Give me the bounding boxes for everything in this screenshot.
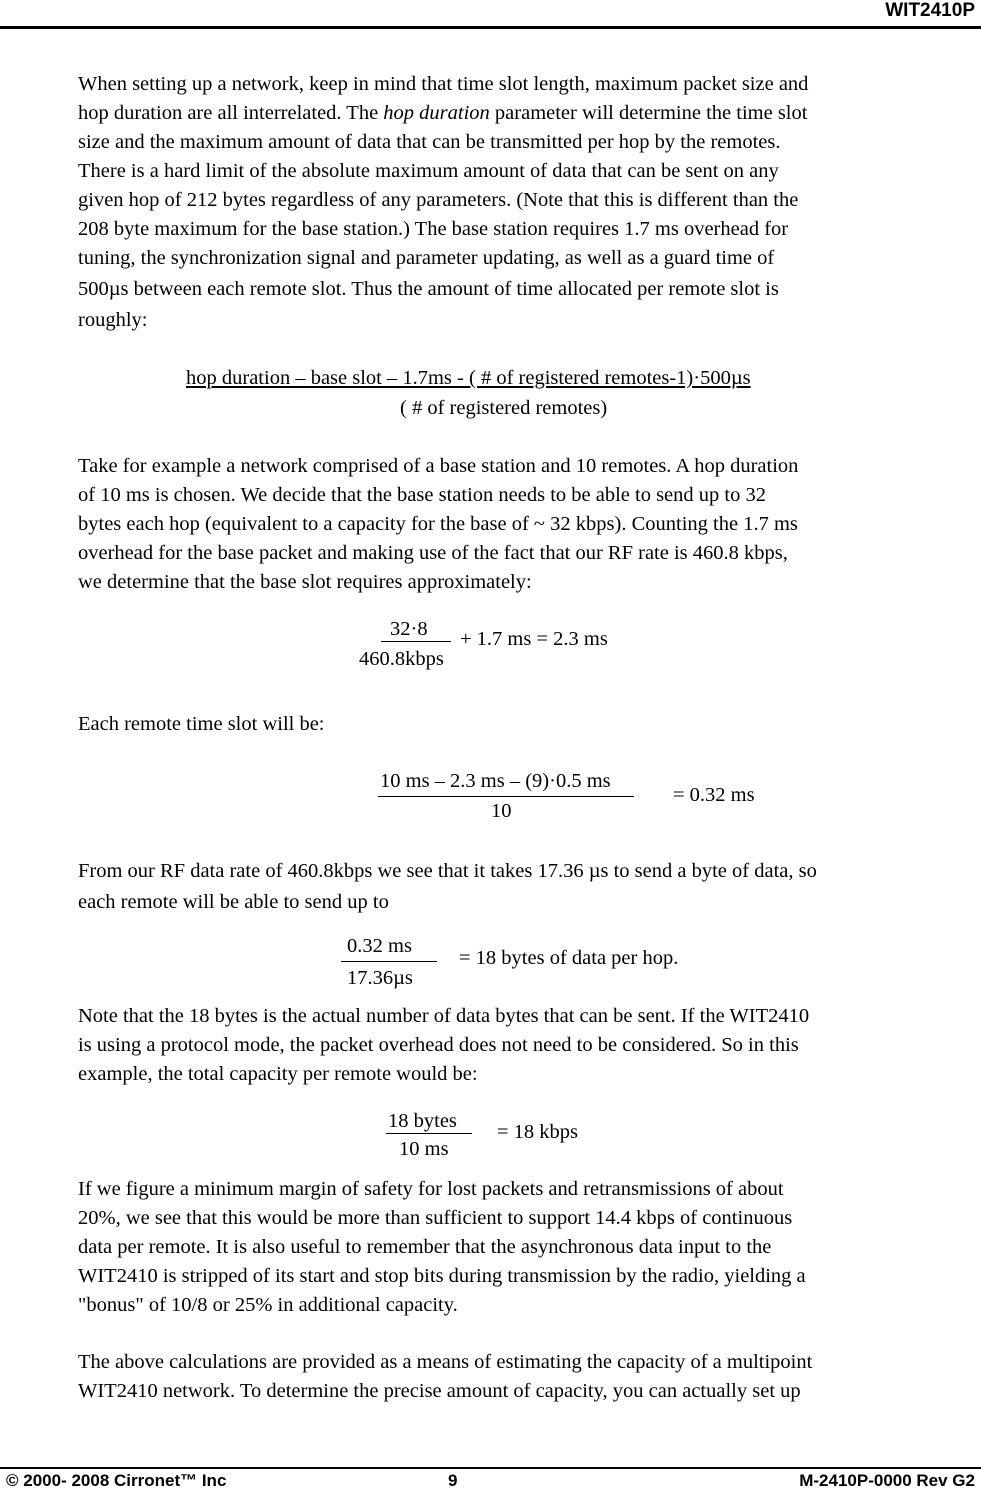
formula4-fraction-bar — [341, 961, 437, 962]
text-line: Take for example a network comprised of a base station and 10 remotes. A hop duration — [78, 455, 799, 477]
formula4-denominator: 17.36µs — [347, 967, 413, 989]
text-line: From our RF data rate of 460.8kbps we see that it takes 17.36 µs to send a byte of data, so — [78, 860, 817, 882]
footer-rule — [0, 1467, 981, 1469]
header-title: WIT2410P — [885, 0, 975, 21]
footer-copyright: © 2000- 2008 Cirronet™ Inc — [6, 1471, 227, 1490]
footer-doc-id: M-2410P-0000 Rev G2 — [799, 1471, 975, 1490]
paragraph-margin — [78, 1175, 978, 1320]
formula5-numerator: 18 bytes — [388, 1110, 457, 1132]
text-line: The above calculations are provided as a means of estimating the capacity of a multipoint — [78, 1351, 813, 1373]
formula5-result: = 18 kbps — [497, 1121, 579, 1143]
paragraph-note — [78, 1002, 978, 1089]
paragraph-intro — [78, 70, 978, 335]
text-line: we determine that the base slot requires approximately: — [78, 571, 532, 593]
header-rule — [0, 26, 981, 29]
text-line: Note that the 18 bytes is the actual number of data bytes that can be sent. If the WIT2410 — [78, 1005, 810, 1027]
text-line: There is a hard limit of the absolute maximum amount of data that can be sent on any — [78, 160, 779, 182]
formula3-denominator: 10 — [491, 800, 512, 822]
formula5-denominator: 10 ms — [399, 1138, 449, 1160]
text-line: data per remote. It is also useful to remember that the asynchronous data input to the — [78, 1236, 772, 1258]
text-line: If we figure a minimum margin of safety for lost packets and retransmissions of about — [78, 1178, 784, 1200]
text-line: each remote will be able to send up to — [78, 891, 389, 913]
text-line: tuning, the synchronization signal and parameter updating, as well as a guard time of — [78, 247, 775, 269]
text-line: When setting up a network, keep in mind that time slot length, maximum packet size and — [78, 73, 809, 95]
emphasis-hop-duration: hop duration — [383, 102, 490, 124]
text-line: WIT2410 network. To determine the precise amount of capacity, you can actually set up — [78, 1380, 801, 1402]
formula1-denominator: ( # of registered remotes) — [400, 397, 608, 419]
paragraph-remote-slot — [78, 710, 978, 739]
paragraph-summary — [78, 1348, 978, 1406]
text-line: 500µs between each remote slot. Thus the amount of time allocated per remote slot is — [78, 278, 779, 300]
formula2-denominator: 460.8kbps — [359, 648, 444, 670]
formula1-numerator: hop duration – base slot – 1.7ms - ( # of registered remotes-1)·500µs — [186, 367, 751, 389]
footer-page-number: 9 — [448, 1471, 458, 1490]
text-line: roughly: — [78, 309, 148, 331]
paragraph-data-rate — [78, 857, 978, 918]
text-line: of 10 ms is chosen. We decide that the base station needs to be able to send up to 32 — [78, 484, 766, 506]
paragraph-example — [78, 452, 978, 597]
formula3-result: = 0.32 ms — [673, 784, 755, 806]
text-line: 20%, we see that this would be more than sufficient to support 14.4 kbps of continuous — [78, 1207, 793, 1229]
text-line: WIT2410 is stripped of its start and stop bits during transmission by the radio, yielding a — [78, 1265, 806, 1287]
formula3-numerator: 10 ms – 2.3 ms – (9)·0.5 ms — [380, 770, 611, 792]
text-line: example, the total capacity per remote would be: — [78, 1063, 478, 1085]
formula2-fraction-bar — [381, 641, 451, 642]
text-line: given hop of 212 bytes regardless of any parameters. (Note that this is different than the — [78, 189, 799, 211]
formula4-numerator: 0.32 ms — [347, 935, 412, 957]
formula2-numerator: 32·8 — [390, 618, 428, 640]
formula5-fraction-bar — [386, 1133, 472, 1134]
formula3-fraction-bar — [378, 796, 634, 797]
text-line: overhead for the base packet and making use of the fact that our RF rate is 460.8 kbps, — [78, 542, 788, 564]
formula2-result: + 1.7 ms = 2.3 ms — [460, 628, 608, 650]
text-line: is using a protocol mode, the packet overhead does not need to be considered. So in this — [78, 1034, 799, 1056]
text-line: "bonus" of 10/8 or 25% in additional capacity. — [78, 1294, 458, 1316]
text-line: Each remote time slot will be: — [78, 713, 325, 735]
text-line: hop duration are all interrelated. The hop duration parameter will determine the time slot — [78, 102, 808, 124]
text-line: bytes each hop (equivalent to a capacity for the base of ~ 32 kbps). Counting the 1.7 ms — [78, 513, 798, 535]
text-line: 208 byte maximum for the base station.) The base station requires 1.7 ms overhead for — [78, 218, 789, 240]
formula4-result: = 18 bytes of data per hop. — [459, 947, 679, 969]
text-line: size and the maximum amount of data that can be transmitted per hop by the remotes. — [78, 131, 781, 153]
